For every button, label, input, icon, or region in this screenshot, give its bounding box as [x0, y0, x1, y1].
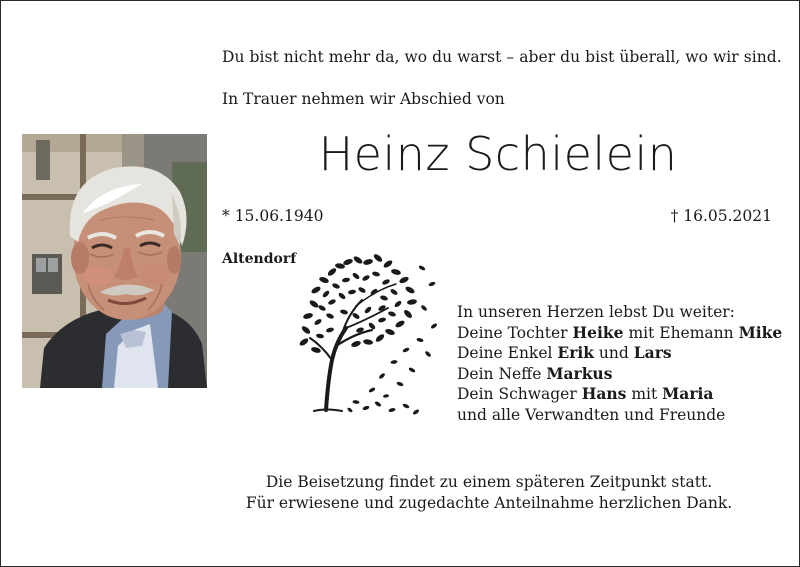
mourners-intro: In unseren Herzen lebst Du weiter: [457, 303, 735, 321]
mourners-others: und alle Verwandten und Freunde [457, 405, 726, 424]
mourner-name: Erik [557, 343, 594, 363]
relation-text: Deine Enkel [457, 344, 558, 363]
death-symbol: † [670, 207, 679, 225]
intro-text: In Trauer nehmen wir Abschied von [222, 90, 505, 108]
portrait-photo [22, 134, 207, 388]
relation-text: mit [626, 385, 663, 404]
motto-text: Du bist nicht mehr da, wo du warst – aber du bist überall, wo wir sind. [222, 48, 782, 66]
birth-symbol: * [222, 207, 230, 225]
wind-blown-tree-icon [296, 250, 438, 418]
place-name: Altendorf [222, 251, 297, 267]
relation-text: Deine Tochter [457, 323, 573, 342]
mourner-name: Mike [738, 322, 783, 342]
mourners-nephew [457, 364, 782, 385]
thanks-note: Für erwiesene und zugedachte Anteilnahme herzlichen Dank. [245, 493, 733, 512]
mourner-name: Heike [572, 322, 624, 342]
relation-text: und [594, 344, 634, 363]
mourner-name: Hans [581, 384, 627, 404]
closing-text [222, 472, 756, 513]
birth-date [222, 207, 323, 225]
mourner-name: Maria [662, 384, 714, 404]
mourners-grandchildren [457, 343, 782, 364]
death-date-value: 16.05.2021 [683, 207, 772, 225]
relation-text: Dein Schwager [457, 385, 582, 404]
mourners-list [457, 302, 782, 426]
burial-note: Die Beisetzung findet zu einem späteren Zeitpunkt statt. [265, 473, 713, 491]
relation-text: Dein Neffe [457, 364, 547, 383]
mourner-name: Lars [633, 343, 672, 363]
mourners-brother-in-law [457, 384, 782, 405]
mourner-name: Markus [546, 363, 613, 383]
deceased-name: Heinz Schielein [318, 127, 678, 181]
mourners-daughter [457, 323, 782, 344]
relation-text: mit Ehemann [623, 323, 739, 342]
death-date [671, 207, 772, 225]
birth-date-value: 15.06.1940 [234, 207, 324, 225]
